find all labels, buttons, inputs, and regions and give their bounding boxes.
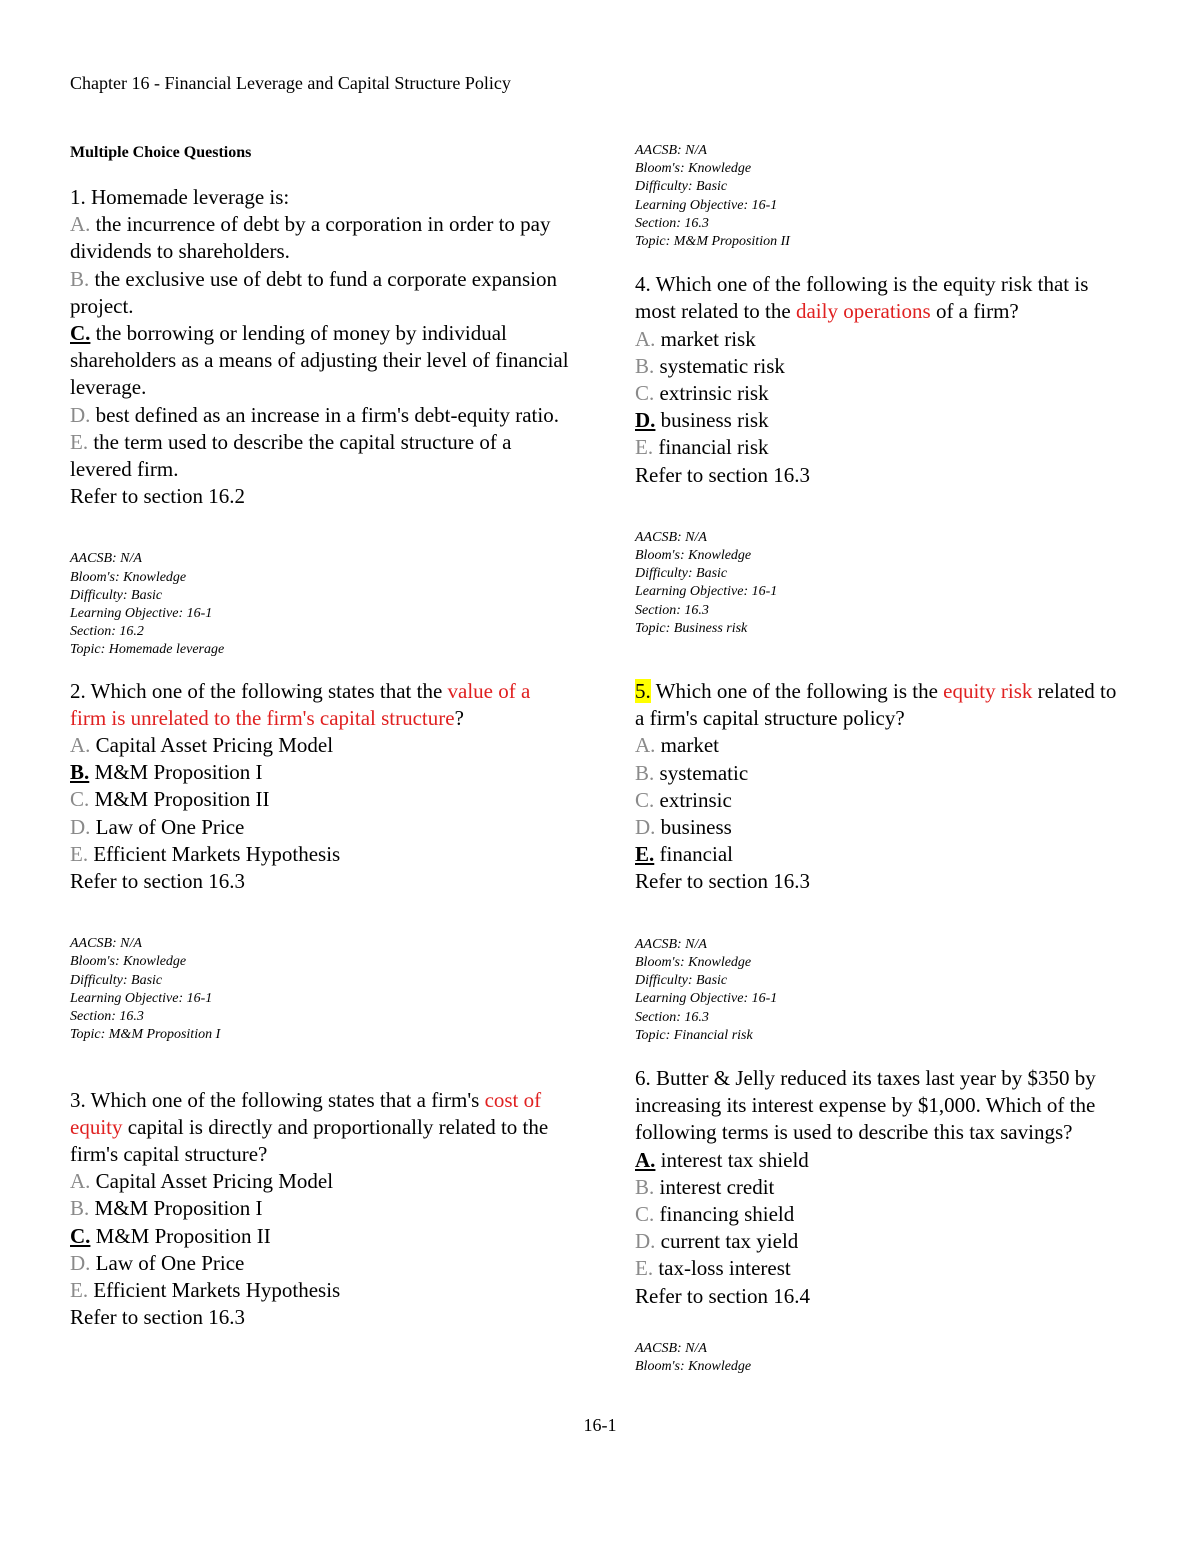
section-reference: Refer to section 16.2 <box>70 484 245 509</box>
option-text: market <box>655 733 719 758</box>
option-text: interest tax shield <box>655 1147 809 1172</box>
meta-learning-objective: Learning Objective: 16-1 <box>635 197 778 213</box>
option-text: Efficient Markets Hypothesis <box>88 841 341 866</box>
option-letter: E. <box>70 841 89 866</box>
meta-topic: Topic: Homemade leverage <box>70 642 225 658</box>
meta-section: Section: 16.3 <box>70 1009 144 1025</box>
meta-learning-objective: Learning Objective: 16-1 <box>70 606 213 622</box>
option-b <box>635 760 1130 787</box>
option-text: financial <box>654 842 733 867</box>
option-text: tax-loss interest <box>653 1256 791 1281</box>
meta-topic: Topic: Financial risk <box>635 1027 753 1043</box>
meta-aacsb: AACSB: N/A <box>635 1340 707 1356</box>
option-text: systematic risk <box>654 353 785 378</box>
stem-text: 3. Which one of the following states that a firm's <box>70 1087 485 1112</box>
correct-option-letter: E. <box>635 842 655 867</box>
option-text: Efficient Markets Hypothesis <box>88 1277 341 1302</box>
meta-difficulty: Difficulty: Basic <box>70 972 163 988</box>
correct-option-letter: A. <box>635 1147 656 1172</box>
option-text: M&M Proposition II <box>90 1223 271 1248</box>
option-d <box>635 1228 1130 1255</box>
section-reference: Refer to section 16.4 <box>635 1283 810 1308</box>
meta-blooms: Bloom's: Knowledge <box>635 954 752 970</box>
section-heading: Multiple Choice Questions <box>70 144 252 161</box>
meta-aacsb: AACSB: N/A <box>70 551 142 567</box>
question-stem <box>635 678 1130 732</box>
stem-text: 1. Homemade leverage is: <box>70 185 290 209</box>
option-text: best defined as an increase in a firm's debt-equity ratio. <box>90 402 559 427</box>
option-d <box>70 402 570 429</box>
stem-text: 4. Which one of the following is the equity risk that is most related to the <box>635 272 1089 324</box>
option-text: business risk <box>655 408 769 433</box>
option-a <box>635 1147 1130 1174</box>
option-letter: E. <box>635 435 654 460</box>
stem-text: of a firm? <box>930 299 1019 324</box>
option-letter: B. <box>635 760 655 785</box>
option-text: the exclusive use of debt to fund a corporate expansion project. <box>70 266 557 318</box>
question-1 <box>70 184 570 510</box>
meta-aacsb: AACSB: N/A <box>70 936 142 952</box>
correct-option-letter: B. <box>70 760 90 785</box>
option-e <box>70 1277 570 1304</box>
meta-aacsb: AACSB: N/A <box>635 529 707 545</box>
stem-highlight: equity risk <box>943 679 1033 704</box>
question-stem <box>70 678 570 732</box>
option-letter: C. <box>635 1201 655 1226</box>
option-text: M&M Proposition II <box>89 787 270 812</box>
option-b <box>635 1174 1130 1201</box>
option-letter: B. <box>70 266 90 291</box>
option-letter: C. <box>635 381 655 406</box>
option-text: market risk <box>655 326 756 351</box>
meta-section: Section: 16.3 <box>635 1009 709 1025</box>
stem-highlight: value of a firm is unrelated to the firm's capital structure <box>70 678 531 730</box>
option-c <box>70 786 570 813</box>
meta-section: Section: 16.3 <box>635 602 709 618</box>
meta-topic: Topic: Business risk <box>635 620 748 636</box>
option-c <box>635 1201 1130 1228</box>
meta-aacsb: AACSB: N/A <box>635 936 707 952</box>
option-letter: D. <box>70 814 91 839</box>
meta-blooms: Bloom's: Knowledge <box>70 569 187 585</box>
meta-difficulty: Difficulty: Basic <box>70 587 163 603</box>
option-text: business <box>655 815 732 840</box>
section-reference: Refer to section 16.3 <box>635 869 810 894</box>
option-letter: C. <box>70 787 90 812</box>
carryover-metadata <box>635 142 1130 251</box>
option-letter: A. <box>635 733 656 758</box>
meta-topic: Topic: M&M Proposition I <box>70 1027 221 1043</box>
stem-text: 6. Butter & Jelly reduced its taxes last year by $350 by increasing its interest expense by $1,000. Which of the following terms is used to describe this tax savings? <box>635 1065 1096 1145</box>
question-metadata <box>70 550 570 659</box>
question-stem <box>70 184 570 211</box>
section-reference: Refer to section 16.3 <box>635 462 810 487</box>
question-3 <box>70 1087 570 1332</box>
question-stem <box>70 1087 570 1169</box>
option-a <box>70 732 570 759</box>
meta-learning-objective: Learning Objective: 16-1 <box>635 991 778 1007</box>
option-text: M&M Proposition I <box>89 1196 263 1221</box>
option-e <box>635 1255 1130 1282</box>
page-number: 16-1 <box>583 1415 617 1435</box>
meta-blooms: Bloom's: Knowledge <box>635 1358 752 1374</box>
option-letter: C. <box>635 787 655 812</box>
question-5 <box>635 678 1130 896</box>
meta-topic: Topic: M&M Proposition II <box>635 234 790 250</box>
question-4 <box>635 271 1130 489</box>
correct-option-letter: D. <box>635 408 656 433</box>
option-letter: D. <box>70 1250 91 1275</box>
option-d <box>70 1250 570 1277</box>
question-stem <box>635 271 1130 325</box>
stem-text: capital is directly and proportionally related to the firm's capital structure? <box>70 1114 549 1166</box>
option-letter: D. <box>70 402 91 427</box>
option-b <box>70 759 570 786</box>
option-text: financial risk <box>653 435 769 460</box>
option-b <box>635 353 1130 380</box>
option-d <box>635 814 1130 841</box>
option-text: financing shield <box>654 1201 795 1226</box>
option-text: current tax yield <box>655 1229 799 1254</box>
option-text: the borrowing or lending of money by individual shareholders as a means of adjusting their level of financial leverage. <box>70 321 569 400</box>
option-letter: B. <box>635 1174 655 1199</box>
meta-difficulty: Difficulty: Basic <box>635 973 728 989</box>
option-a <box>635 326 1130 353</box>
meta-learning-objective: Learning Objective: 16-1 <box>70 990 213 1006</box>
option-text: extrinsic <box>654 787 732 812</box>
option-text: Law of One Price <box>90 814 245 839</box>
option-text: the incurrence of debt by a corporation in order to pay dividends to shareholders. <box>70 212 551 264</box>
meta-difficulty: Difficulty: Basic <box>635 179 728 195</box>
page-header: Chapter 16 - Financial Leverage and Capital Structure Policy <box>70 73 511 93</box>
option-letter: E. <box>70 429 89 454</box>
option-text: M&M Proposition I <box>89 760 263 785</box>
section-reference: Refer to section 16.3 <box>70 1305 245 1330</box>
option-letter: E. <box>635 1256 654 1281</box>
option-text: interest credit <box>654 1174 775 1199</box>
correct-option-letter: C. <box>70 1223 91 1248</box>
option-c <box>70 320 570 402</box>
stem-text: related to a firm's capital structure policy? <box>635 679 1117 731</box>
section-reference: Refer to section 16.3 <box>70 869 245 894</box>
option-letter: A. <box>70 212 91 237</box>
question-metadata <box>70 935 570 1044</box>
option-letter: D. <box>635 815 656 840</box>
right-column <box>635 142 1130 1376</box>
option-e <box>635 434 1130 461</box>
option-letter: B. <box>70 1196 90 1221</box>
correct-option-letter: C. <box>70 321 91 346</box>
stem-highlight: daily operations <box>795 299 931 324</box>
option-text: systematic <box>654 760 749 785</box>
option-b <box>70 266 570 320</box>
option-e <box>70 429 570 483</box>
option-letter: A. <box>70 733 91 758</box>
option-letter: A. <box>70 1169 91 1194</box>
option-a <box>635 732 1130 759</box>
meta-section: Section: 16.2 <box>70 624 144 640</box>
question-6 <box>635 1065 1130 1310</box>
option-text: Capital Asset Pricing Model <box>90 733 334 758</box>
option-text: extrinsic risk <box>654 381 769 406</box>
option-text: the term used to describe the capital structure of a levered firm. <box>70 429 512 482</box>
left-column <box>70 142 570 1331</box>
question-stem <box>635 1065 1130 1147</box>
option-letter: B. <box>635 353 655 378</box>
highlighted-question-number: 5. <box>635 679 651 704</box>
question-metadata <box>635 1340 1130 1376</box>
stem-text: ? <box>454 705 464 730</box>
option-e <box>70 841 570 868</box>
option-d <box>70 814 570 841</box>
question-metadata <box>635 936 1130 1045</box>
meta-blooms: Bloom's: Knowledge <box>70 954 187 970</box>
option-c <box>635 787 1130 814</box>
option-c <box>70 1223 570 1250</box>
option-letter: D. <box>635 1229 656 1254</box>
option-a <box>70 211 570 265</box>
meta-aacsb: AACSB: N/A <box>635 143 707 158</box>
option-text: Capital Asset Pricing Model <box>90 1169 334 1194</box>
option-c <box>635 380 1130 407</box>
option-text: Law of One Price <box>90 1250 245 1275</box>
option-d <box>635 407 1130 434</box>
meta-blooms: Bloom's: Knowledge <box>635 548 752 564</box>
question-metadata <box>635 529 1130 638</box>
question-2 <box>70 678 570 896</box>
meta-blooms: Bloom's: Knowledge <box>635 161 752 177</box>
stem-text: 2. Which one of the following states that the <box>70 678 448 703</box>
option-letter: E. <box>70 1277 89 1302</box>
option-letter: A. <box>635 326 656 351</box>
stem-text: Which one of the following is the <box>650 679 944 704</box>
meta-section: Section: 16.3 <box>635 215 709 231</box>
meta-difficulty: Difficulty: Basic <box>635 566 728 582</box>
stem-highlight: cost of equity <box>70 1087 542 1139</box>
meta-learning-objective: Learning Objective: 16-1 <box>635 584 778 600</box>
option-b <box>70 1195 570 1222</box>
option-e <box>635 841 1130 868</box>
option-a <box>70 1168 570 1195</box>
